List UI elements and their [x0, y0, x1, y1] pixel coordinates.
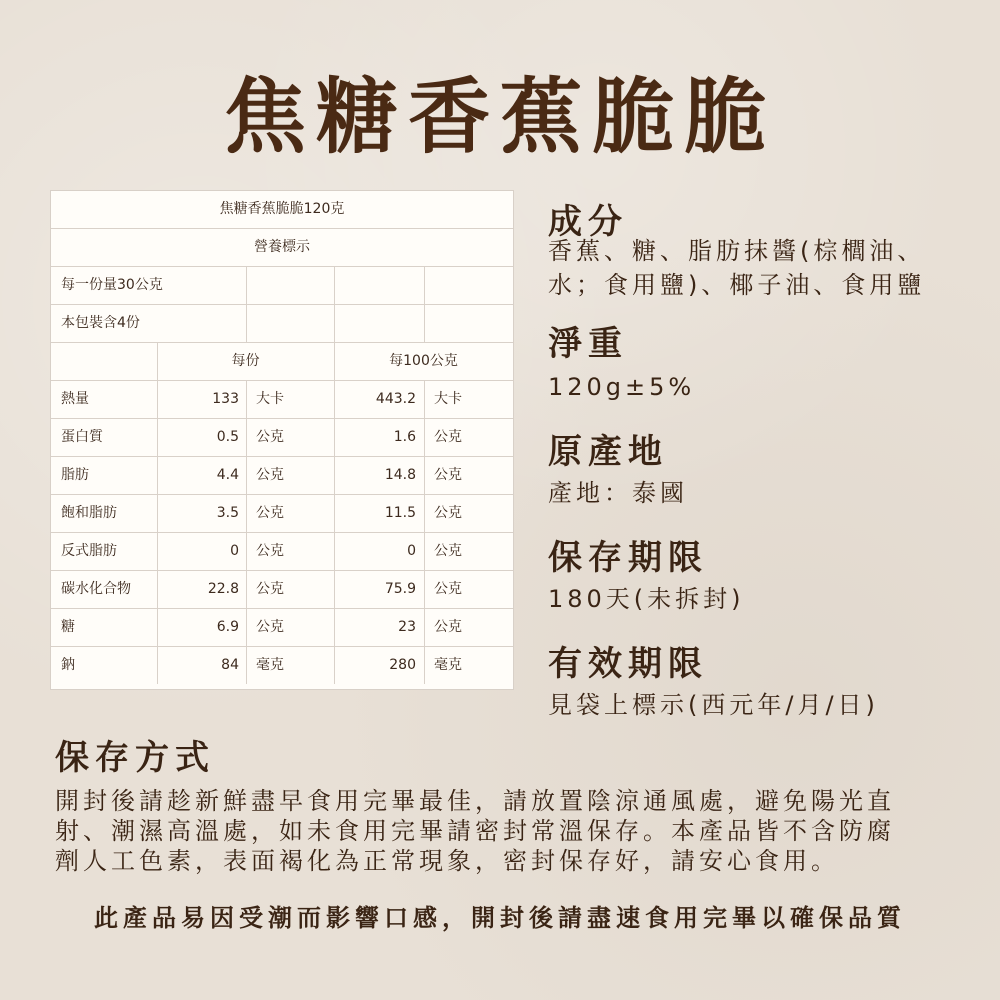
table-row [51, 495, 513, 533]
storage-heading: 保存方式 [55, 738, 215, 778]
net-weight-text: 120g±5% [548, 373, 696, 401]
nutrient-name: 鈉 [61, 657, 75, 673]
col-per-serving: 每份 [231, 353, 260, 369]
nutrient-name: 脂肪 [61, 467, 89, 483]
unit-per-100: 公克 [434, 619, 462, 635]
expiry-heading: 有效期限 [548, 644, 708, 684]
nutrient-name: 糖 [61, 619, 75, 635]
table-row [51, 457, 513, 495]
net-weight-heading: 淨重 [548, 324, 628, 364]
storage-line: 射、潮濕高溫處，如未食用完畢請密封常溫保存。本產品皆不含防腐 [55, 817, 895, 845]
serving-size-row [51, 267, 513, 305]
value-per-serving: 0.5 [216, 429, 239, 445]
value-per-serving: 84 [221, 657, 239, 673]
expiry-text: 見袋上標示(西元年/月/日) [548, 691, 879, 719]
value-per-100: 443.2 [375, 391, 416, 407]
value-per-serving: 4.4 [216, 467, 239, 483]
value-per-100: 75.9 [384, 581, 416, 597]
value-per-serving: 0 [230, 543, 239, 559]
page-title: 焦糖香蕉脆脆 [223, 70, 776, 165]
storage-text [55, 786, 955, 876]
origin-text: 產地：泰國 [548, 479, 688, 507]
unit-per-serving: 公克 [256, 467, 284, 483]
ingredients-line: 香蕉、糖、脂肪抹醬(棕櫚油、 [548, 237, 926, 265]
col-per-100: 每100公克 [389, 353, 458, 369]
unit-per-serving: 毫克 [256, 657, 284, 673]
ingredients-line: 水；食用鹽)、椰子油、食用鹽 [548, 271, 926, 299]
origin-heading: 原產地 [548, 432, 668, 472]
value-per-100: 11.5 [384, 505, 416, 521]
nutrition-table [50, 190, 514, 690]
shelf-life-text: 180天(未拆封) [548, 585, 745, 613]
table-row [51, 419, 513, 457]
value-per-serving: 3.5 [216, 505, 239, 521]
unit-per-100: 公克 [434, 543, 462, 559]
shelf-life-heading: 保存期限 [548, 538, 708, 578]
unit-per-100: 公克 [434, 581, 462, 597]
unit-per-serving: 公克 [256, 581, 284, 597]
nutrition-product-row [51, 191, 513, 229]
ingredients-text [548, 234, 968, 302]
unit-per-100: 公克 [434, 429, 462, 445]
storage-line: 劑人工色素，表面褐化為正常現象，密封保存好，請安心食用。 [55, 847, 839, 875]
table-row [51, 571, 513, 609]
unit-per-100: 公克 [434, 505, 462, 521]
value-per-100: 280 [389, 657, 416, 673]
unit-per-100: 毫克 [434, 657, 462, 673]
table-row [51, 609, 513, 647]
nutrition-heading: 營養標示 [254, 239, 310, 255]
table-row [51, 381, 513, 419]
nutrition-product: 焦糖香蕉脆脆120克 [219, 201, 345, 217]
nutrition-heading-row [51, 229, 513, 267]
nutrient-name: 飽和脂肪 [61, 505, 117, 521]
table-row [51, 647, 513, 685]
unit-per-serving: 大卡 [256, 391, 284, 407]
unit-per-100: 大卡 [434, 391, 462, 407]
value-per-100: 0 [407, 543, 416, 559]
nutrition-column-header [51, 343, 513, 381]
unit-per-serving: 公克 [256, 505, 284, 521]
ingredients-heading: 成分 [548, 202, 628, 242]
value-per-serving: 22.8 [207, 581, 239, 597]
nutrient-name: 碳水化合物 [61, 581, 131, 597]
servings-row [51, 305, 513, 343]
value-per-100: 1.6 [393, 429, 416, 445]
value-per-100: 23 [398, 619, 416, 635]
table-row [51, 533, 513, 571]
value-per-serving: 6.9 [216, 619, 239, 635]
unit-per-serving: 公克 [256, 619, 284, 635]
serving-size: 每一份量30公克 [61, 277, 163, 293]
unit-per-serving: 公克 [256, 429, 284, 445]
nutrient-name: 蛋白質 [61, 429, 103, 445]
value-per-100: 14.8 [384, 467, 416, 483]
value-per-serving: 133 [212, 391, 239, 407]
moisture-warning: 此產品易因受潮而影響口感，開封後請盡速食用完畢以確保品質 [94, 904, 906, 932]
nutrient-name: 反式脂肪 [61, 543, 117, 559]
nutrient-name: 熱量 [61, 391, 89, 407]
storage-line: 開封後請趁新鮮盡早食用完畢最佳，請放置陰涼通風處，避免陽光直 [55, 787, 895, 815]
unit-per-serving: 公克 [256, 543, 284, 559]
servings: 本包裝含4份 [61, 315, 140, 331]
unit-per-100: 公克 [434, 467, 462, 483]
